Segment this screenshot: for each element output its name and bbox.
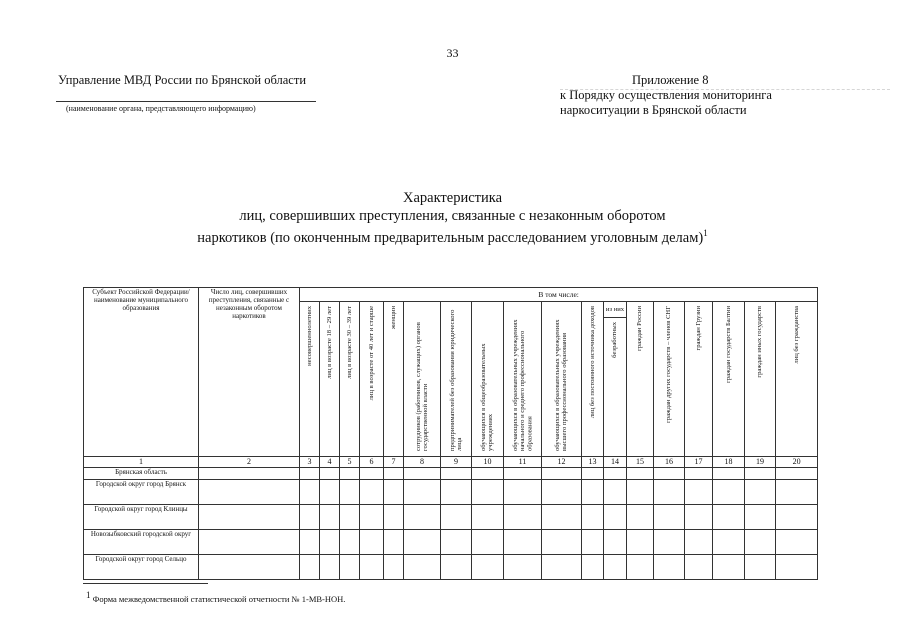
column-number: 20 xyxy=(776,457,818,468)
data-cell[interactable] xyxy=(745,555,776,580)
data-cell[interactable] xyxy=(627,505,654,530)
column-number: 2 xyxy=(199,457,300,468)
data-cell[interactable] xyxy=(713,468,745,480)
data-cell[interactable] xyxy=(320,505,340,530)
data-cell[interactable] xyxy=(776,480,818,505)
data-cell[interactable] xyxy=(360,555,384,580)
column-number: 9 xyxy=(441,457,472,468)
data-cell[interactable] xyxy=(300,555,320,580)
data-cell[interactable] xyxy=(685,530,713,555)
column-number: 16 xyxy=(654,457,685,468)
row-name: Городской округ город Сельцо xyxy=(84,555,199,580)
data-cell[interactable] xyxy=(604,505,627,530)
footnote-reference: 1 xyxy=(703,228,708,238)
vheader: граждан Грузии xyxy=(685,302,713,457)
column-number: 6 xyxy=(360,457,384,468)
table-row xyxy=(84,530,818,555)
data-cell[interactable] xyxy=(542,505,582,530)
data-cell[interactable] xyxy=(360,468,384,480)
document-title: Характеристика xyxy=(402,190,503,206)
column-number: 5 xyxy=(340,457,360,468)
column-number: 8 xyxy=(404,457,441,468)
data-cell[interactable] xyxy=(384,555,404,580)
data-cell[interactable] xyxy=(542,530,582,555)
col1-header: Субъект Российской Федерации/ наименование муниципального образования xyxy=(84,288,199,457)
data-cell[interactable] xyxy=(627,468,654,480)
data-cell[interactable] xyxy=(199,505,300,530)
data-cell[interactable] xyxy=(776,555,818,580)
data-cell[interactable] xyxy=(472,505,504,530)
data-cell[interactable] xyxy=(404,530,441,555)
column-number: 11 xyxy=(504,457,542,468)
data-cell[interactable] xyxy=(776,505,818,530)
data-cell[interactable] xyxy=(685,468,713,480)
data-cell[interactable] xyxy=(745,468,776,480)
data-cell[interactable] xyxy=(404,468,441,480)
data-cell[interactable] xyxy=(776,468,818,480)
appendix-title: Приложение 8 xyxy=(632,73,709,87)
data-cell[interactable] xyxy=(320,480,340,505)
data-cell[interactable] xyxy=(654,505,685,530)
vheader: лиц в возрасте 30 – 39 лет xyxy=(340,302,360,457)
row-name: Городской округ город Клинцы xyxy=(84,505,199,530)
document-subtitle-line-2: наркотиков (по оконченным предварительным расследованием уголовным делам)$^1$ xyxy=(197,228,708,246)
subgroup-header: из них xyxy=(604,302,627,318)
data-cell[interactable] xyxy=(320,530,340,555)
data-cell[interactable] xyxy=(472,555,504,580)
vheader: сотрудников (работников, служащих) органов государственной власти xyxy=(404,302,441,457)
data-cell[interactable] xyxy=(582,468,604,480)
col2-header: Число лиц, совершивших преступления, связанные с незаконным оборотом наркотиков xyxy=(199,288,300,457)
organization-name: Управление МВД России по Брянской области xyxy=(58,73,307,87)
data-cell[interactable] xyxy=(713,530,745,555)
data-cell[interactable] xyxy=(199,480,300,505)
data-cell[interactable] xyxy=(199,555,300,580)
data-cell[interactable] xyxy=(404,505,441,530)
footnote: $^1$ Форма межведомственной статистической отчетности № 1-МВ-НОН. xyxy=(86,590,346,604)
data-cell[interactable] xyxy=(300,480,320,505)
footnote-mark: 1 xyxy=(86,590,91,600)
data-cell[interactable] xyxy=(320,468,340,480)
column-number: 4 xyxy=(320,457,340,468)
vheader: лиц в возрасте от 40 лет и старше xyxy=(360,302,384,457)
table-row xyxy=(84,480,818,505)
vheader: лиц без постоянного источника доходов xyxy=(582,302,604,457)
data-cell[interactable] xyxy=(582,505,604,530)
table-row xyxy=(84,505,818,530)
vheader: лиц в возрасте 18 – 29 лет xyxy=(320,302,340,457)
data-cell[interactable] xyxy=(713,505,745,530)
column-number: 1 xyxy=(84,457,199,468)
data-cell[interactable] xyxy=(542,468,582,480)
data-cell[interactable] xyxy=(685,555,713,580)
data-cell[interactable] xyxy=(745,530,776,555)
data-cell[interactable] xyxy=(199,468,300,480)
data-cell[interactable] xyxy=(441,468,472,480)
data-cell[interactable] xyxy=(360,530,384,555)
data-cell[interactable] xyxy=(360,480,384,505)
organization-caption: (наименование органа, представляющего информацию) xyxy=(66,104,256,113)
characteristics-table xyxy=(83,287,818,580)
data-cell[interactable] xyxy=(713,480,745,505)
data-cell[interactable] xyxy=(685,505,713,530)
data-cell[interactable] xyxy=(441,530,472,555)
footnote-divider xyxy=(83,583,208,584)
data-cell[interactable] xyxy=(300,505,320,530)
vheader: граждан других государств – членов СНГ xyxy=(654,302,685,457)
data-cell[interactable] xyxy=(384,505,404,530)
data-cell[interactable] xyxy=(340,530,360,555)
column-number: 17 xyxy=(685,457,713,468)
column-number: 7 xyxy=(384,457,404,468)
data-cell[interactable] xyxy=(340,468,360,480)
data-cell[interactable] xyxy=(582,480,604,505)
data-cell[interactable] xyxy=(685,480,713,505)
column-number: 14 xyxy=(604,457,627,468)
vheader: женщин xyxy=(384,302,404,457)
vheader: безработных xyxy=(604,318,627,457)
group-header: В том числе: xyxy=(300,288,818,302)
vheader: обучающихся в образовательных учреждениях высшего профессионального образования xyxy=(542,302,582,457)
data-cell[interactable] xyxy=(582,555,604,580)
data-cell[interactable] xyxy=(627,555,654,580)
column-number: 19 xyxy=(745,457,776,468)
data-cell[interactable] xyxy=(384,468,404,480)
table-row xyxy=(84,555,818,580)
vheader: граждан России xyxy=(627,302,654,457)
vheader: обучающихся в общеобразовательных учреждениях xyxy=(472,302,504,457)
data-cell[interactable] xyxy=(441,555,472,580)
data-cell[interactable] xyxy=(504,505,542,530)
data-cell[interactable] xyxy=(404,555,441,580)
data-cell[interactable] xyxy=(300,468,320,480)
vheader: предпринимателей без образования юридического лица xyxy=(441,302,472,457)
data-cell[interactable] xyxy=(472,468,504,480)
data-cell[interactable] xyxy=(713,555,745,580)
data-cell[interactable] xyxy=(582,530,604,555)
data-cell[interactable] xyxy=(384,480,404,505)
column-number: 13 xyxy=(582,457,604,468)
data-cell[interactable] xyxy=(745,505,776,530)
data-cell[interactable] xyxy=(604,530,627,555)
data-cell[interactable] xyxy=(384,530,404,555)
data-cell[interactable] xyxy=(504,530,542,555)
vheader: лиц без гражданства xyxy=(776,302,818,457)
data-cell[interactable] xyxy=(472,530,504,555)
data-cell[interactable] xyxy=(340,480,360,505)
data-cell[interactable] xyxy=(472,480,504,505)
data-cell[interactable] xyxy=(627,480,654,505)
data-cell[interactable] xyxy=(199,530,300,555)
organization-underline xyxy=(56,101,316,102)
table-row xyxy=(84,468,818,480)
column-number: 12 xyxy=(542,457,582,468)
column-number: 18 xyxy=(713,457,745,468)
data-cell[interactable] xyxy=(441,505,472,530)
row-name: Брянская область xyxy=(84,468,199,480)
data-cell[interactable] xyxy=(654,555,685,580)
row-name: Новозыбковский городской округ xyxy=(84,530,199,555)
appendix-line-1: к Порядку осуществления мониторинга xyxy=(560,88,772,102)
vheader: обучающихся в образовательных учреждениях начального и среднего профессионального образования xyxy=(504,302,542,457)
data-cell[interactable] xyxy=(542,555,582,580)
data-cell[interactable] xyxy=(300,530,320,555)
appendix-line-2: наркоситуации в Брянской области xyxy=(560,103,747,117)
data-cell[interactable] xyxy=(504,480,542,505)
data-cell[interactable] xyxy=(604,555,627,580)
column-number: 15 xyxy=(627,457,654,468)
data-cell[interactable] xyxy=(745,480,776,505)
data-cell[interactable] xyxy=(654,468,685,480)
vheader: несовершеннолетних xyxy=(300,302,320,457)
data-cell[interactable] xyxy=(654,530,685,555)
data-cell[interactable] xyxy=(320,555,340,580)
column-number: 3 xyxy=(300,457,320,468)
data-cell[interactable] xyxy=(542,480,582,505)
data-cell[interactable] xyxy=(776,530,818,555)
data-cell[interactable] xyxy=(340,555,360,580)
data-cell[interactable] xyxy=(604,468,627,480)
data-cell[interactable] xyxy=(604,480,627,505)
data-cell[interactable] xyxy=(404,480,441,505)
data-cell[interactable] xyxy=(340,505,360,530)
data-cell[interactable] xyxy=(627,530,654,555)
data-cell[interactable] xyxy=(654,480,685,505)
data-cell[interactable] xyxy=(441,480,472,505)
data-cell[interactable] xyxy=(360,505,384,530)
column-number: 10 xyxy=(472,457,504,468)
vheader: граждан государств Балтии xyxy=(713,302,745,457)
page-number: 33 xyxy=(446,46,459,60)
document-subtitle-line-1: лиц, совершивших преступления, связанные с незаконным оборотом xyxy=(239,208,666,224)
data-cell[interactable] xyxy=(504,555,542,580)
row-name: Городской округ город Брянск xyxy=(84,480,199,505)
data-cell[interactable] xyxy=(504,468,542,480)
vheader: граждан иных государств xyxy=(745,302,776,457)
